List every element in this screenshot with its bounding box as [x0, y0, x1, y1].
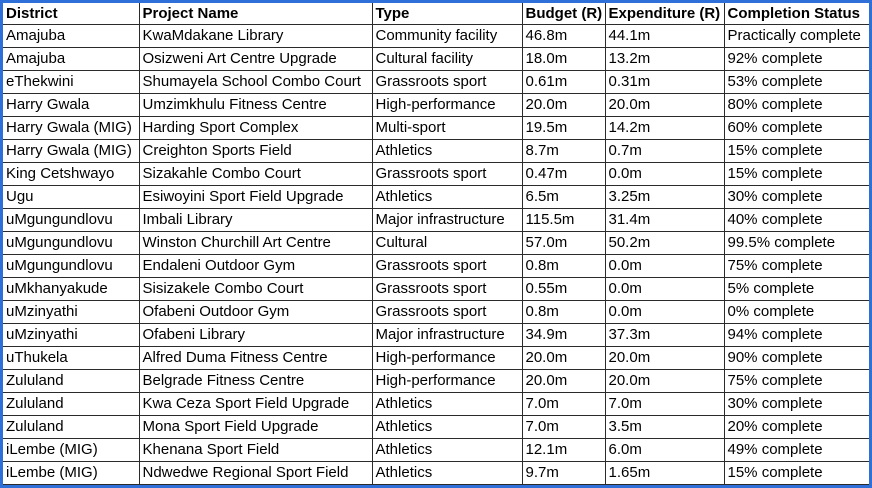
budget-cell: 6.5m: [522, 186, 605, 209]
expenditure-cell: 1.65m: [605, 462, 724, 485]
expenditure-cell: 3.25m: [605, 186, 724, 209]
budget-cell: 0.8m: [522, 301, 605, 324]
column-header-completion-status: Completion Status: [724, 3, 869, 25]
budget-cell: 20.0m: [522, 370, 605, 393]
table-row: [3, 209, 869, 232]
completion-status-cell: 75% complete: [724, 370, 869, 393]
project-name-cell: Sisizakele Combo Court: [139, 278, 372, 301]
expenditure-cell: 37.3m: [605, 324, 724, 347]
project-name-cell: Belgrade Fitness Centre: [139, 370, 372, 393]
budget-cell: 7.0m: [522, 416, 605, 439]
table-row: [3, 140, 869, 163]
type-cell: Major infrastructure: [372, 209, 522, 232]
expenditure-cell: 44.1m: [605, 25, 724, 48]
type-cell: High-performance: [372, 370, 522, 393]
project-name-cell: Alfred Duma Fitness Centre: [139, 347, 372, 370]
district-cell: eThekwini: [3, 71, 139, 94]
project-name-cell: Osizweni Art Centre Upgrade: [139, 48, 372, 71]
district-cell: Harry Gwala (MIG): [3, 117, 139, 140]
completion-status-cell: 40% complete: [724, 209, 869, 232]
project-name-cell: Umzimkhulu Fitness Centre: [139, 94, 372, 117]
column-header-district: District: [3, 3, 139, 25]
table-row: [3, 255, 869, 278]
table-row: [3, 94, 869, 117]
expenditure-cell: 13.2m: [605, 48, 724, 71]
district-cell: Zululand: [3, 393, 139, 416]
project-name-cell: KwaMdakane Library: [139, 25, 372, 48]
budget-cell: 20.0m: [522, 94, 605, 117]
table-row: [3, 462, 869, 485]
expenditure-cell: 0.0m: [605, 278, 724, 301]
type-cell: Athletics: [372, 393, 522, 416]
table-row: [3, 301, 869, 324]
type-cell: Athletics: [372, 416, 522, 439]
expenditure-cell: 14.2m: [605, 117, 724, 140]
table-header: [3, 3, 869, 25]
district-cell: uMkhanyakude: [3, 278, 139, 301]
budget-cell: 0.8m: [522, 255, 605, 278]
budget-cell: 20.0m: [522, 347, 605, 370]
district-cell: Zululand: [3, 416, 139, 439]
district-cell: uMzinyathi: [3, 301, 139, 324]
completion-status-cell: 5% complete: [724, 278, 869, 301]
column-header-project-name: Project Name: [139, 3, 372, 25]
expenditure-cell: 6.0m: [605, 439, 724, 462]
expenditure-cell: 31.4m: [605, 209, 724, 232]
header-row: [3, 3, 869, 25]
completion-status-cell: 60% complete: [724, 117, 869, 140]
project-name-cell: Shumayela School Combo Court: [139, 71, 372, 94]
budget-cell: 0.47m: [522, 163, 605, 186]
budget-cell: 7.0m: [522, 393, 605, 416]
type-cell: High-performance: [372, 94, 522, 117]
expenditure-cell: 20.0m: [605, 370, 724, 393]
type-cell: Community facility: [372, 25, 522, 48]
budget-cell: 9.7m: [522, 462, 605, 485]
completion-status-cell: 92% complete: [724, 48, 869, 71]
district-cell: King Cetshwayo: [3, 163, 139, 186]
type-cell: Grassroots sport: [372, 163, 522, 186]
type-cell: Multi-sport: [372, 117, 522, 140]
project-name-cell: Kwa Ceza Sport Field Upgrade: [139, 393, 372, 416]
type-cell: Grassroots sport: [372, 71, 522, 94]
expenditure-cell: 7.0m: [605, 393, 724, 416]
expenditure-cell: 50.2m: [605, 232, 724, 255]
project-name-cell: Khenana Sport Field: [139, 439, 372, 462]
table-row: [3, 439, 869, 462]
expenditure-cell: 3.5m: [605, 416, 724, 439]
type-cell: Major infrastructure: [372, 324, 522, 347]
completion-status-cell: 30% complete: [724, 393, 869, 416]
expenditure-cell: 20.0m: [605, 94, 724, 117]
budget-cell: 8.7m: [522, 140, 605, 163]
district-cell: uThukela: [3, 347, 139, 370]
type-cell: Grassroots sport: [372, 255, 522, 278]
table-row: [3, 347, 869, 370]
district-cell: uMzinyathi: [3, 324, 139, 347]
district-cell: uMgungundlovu: [3, 255, 139, 278]
project-name-cell: Ofabeni Library: [139, 324, 372, 347]
completion-status-cell: 75% complete: [724, 255, 869, 278]
project-name-cell: Sizakahle Combo Court: [139, 163, 372, 186]
table-row: [3, 48, 869, 71]
district-cell: uMgungundlovu: [3, 232, 139, 255]
type-cell: Athletics: [372, 439, 522, 462]
table-body: [3, 25, 869, 485]
expenditure-cell: 0.7m: [605, 140, 724, 163]
project-name-cell: Ofabeni Outdoor Gym: [139, 301, 372, 324]
project-name-cell: Mona Sport Field Upgrade: [139, 416, 372, 439]
project-name-cell: Esiwoyini Sport Field Upgrade: [139, 186, 372, 209]
completion-status-cell: 20% complete: [724, 416, 869, 439]
table-row: [3, 393, 869, 416]
type-cell: Athletics: [372, 140, 522, 163]
table-row: [3, 117, 869, 140]
completion-status-cell: 53% complete: [724, 71, 869, 94]
type-cell: Cultural facility: [372, 48, 522, 71]
project-name-cell: Ndwedwe Regional Sport Field: [139, 462, 372, 485]
district-cell: Amajuba: [3, 25, 139, 48]
type-cell: Cultural: [372, 232, 522, 255]
table-row: [3, 25, 869, 48]
table-row: [3, 71, 869, 94]
table-row: [3, 324, 869, 347]
column-header-budget: Budget (R): [522, 3, 605, 25]
completion-status-cell: 90% complete: [724, 347, 869, 370]
budget-cell: 46.8m: [522, 25, 605, 48]
expenditure-cell: 0.0m: [605, 163, 724, 186]
table-row: [3, 278, 869, 301]
completion-status-cell: 99.5% complete: [724, 232, 869, 255]
budget-cell: 34.9m: [522, 324, 605, 347]
completion-status-cell: Practically complete: [724, 25, 869, 48]
budget-cell: 18.0m: [522, 48, 605, 71]
district-cell: iLembe (MIG): [3, 462, 139, 485]
completion-status-cell: 94% complete: [724, 324, 869, 347]
completion-status-cell: 15% complete: [724, 140, 869, 163]
district-cell: Ugu: [3, 186, 139, 209]
project-name-cell: Creighton Sports Field: [139, 140, 372, 163]
budget-cell: 19.5m: [522, 117, 605, 140]
type-cell: High-performance: [372, 347, 522, 370]
type-cell: Grassroots sport: [372, 301, 522, 324]
column-header-type: Type: [372, 3, 522, 25]
completion-status-cell: 30% complete: [724, 186, 869, 209]
completion-status-cell: 0% complete: [724, 301, 869, 324]
completion-status-cell: 49% complete: [724, 439, 869, 462]
budget-cell: 57.0m: [522, 232, 605, 255]
table-row: [3, 186, 869, 209]
column-header-expenditure: Expenditure (R): [605, 3, 724, 25]
type-cell: Athletics: [372, 462, 522, 485]
budget-cell: 0.61m: [522, 71, 605, 94]
district-cell: Amajuba: [3, 48, 139, 71]
budget-cell: 12.1m: [522, 439, 605, 462]
expenditure-cell: 20.0m: [605, 347, 724, 370]
table-row: [3, 163, 869, 186]
district-cell: Harry Gwala: [3, 94, 139, 117]
table-row: [3, 370, 869, 393]
project-name-cell: Imbali Library: [139, 209, 372, 232]
district-cell: iLembe (MIG): [3, 439, 139, 462]
project-name-cell: Harding Sport Complex: [139, 117, 372, 140]
project-name-cell: Winston Churchill Art Centre: [139, 232, 372, 255]
district-cell: uMgungundlovu: [3, 209, 139, 232]
budget-cell: 0.55m: [522, 278, 605, 301]
table-row: [3, 232, 869, 255]
type-cell: Grassroots sport: [372, 278, 522, 301]
district-cell: Zululand: [3, 370, 139, 393]
type-cell: Athletics: [372, 186, 522, 209]
projects-table: [3, 3, 869, 485]
completion-status-cell: 80% complete: [724, 94, 869, 117]
district-cell: Harry Gwala (MIG): [3, 140, 139, 163]
expenditure-cell: 0.0m: [605, 301, 724, 324]
project-name-cell: Endaleni Outdoor Gym: [139, 255, 372, 278]
table-row: [3, 416, 869, 439]
expenditure-cell: 0.0m: [605, 255, 724, 278]
completion-status-cell: 15% complete: [724, 462, 869, 485]
expenditure-cell: 0.31m: [605, 71, 724, 94]
completion-status-cell: 15% complete: [724, 163, 869, 186]
budget-cell: 115.5m: [522, 209, 605, 232]
